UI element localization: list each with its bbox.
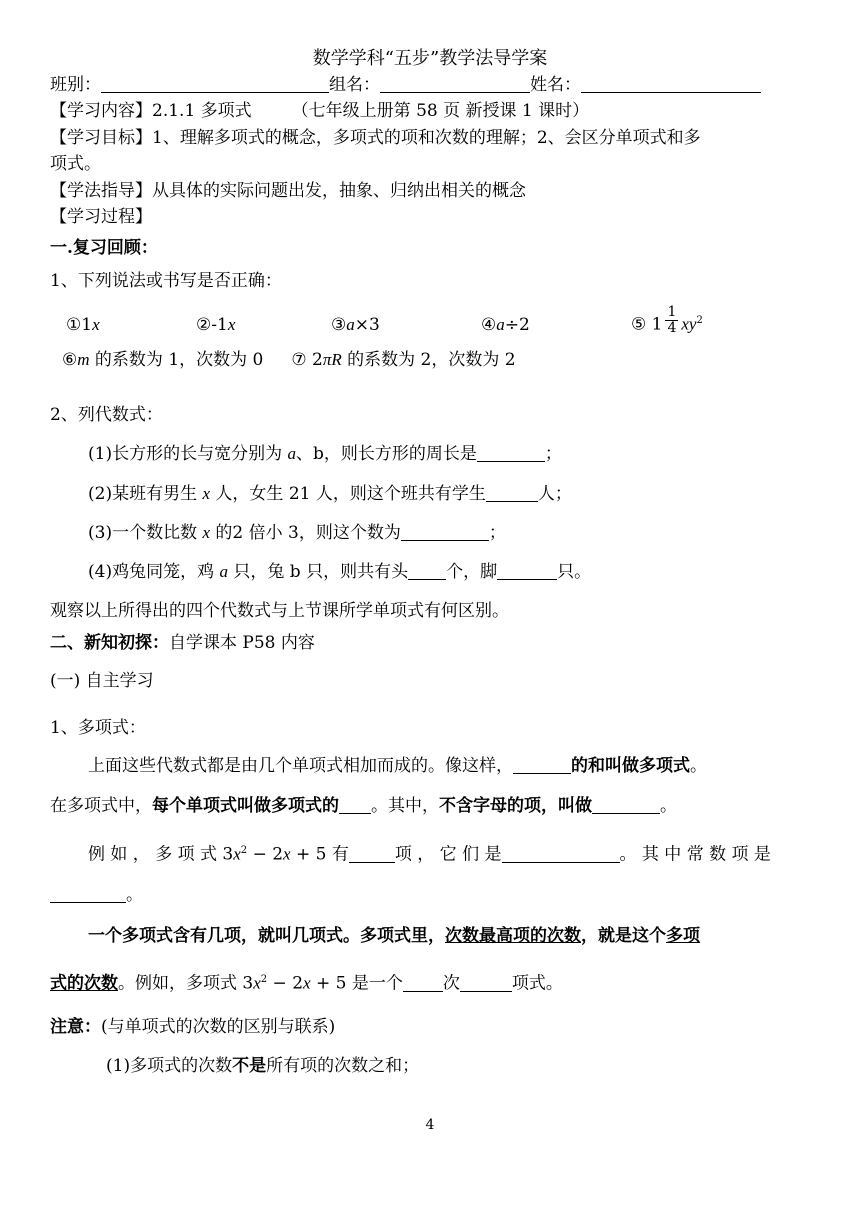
blank-term[interactable] [339,795,371,814]
content-row [50,100,589,122]
process-label: 【学习过程】 [50,207,152,227]
item-4: ④ [481,314,497,335]
definition-line-1: 上面这些代数式都是由几个单项式相加而成的。像这样， 的和叫做多项式。 [88,756,707,776]
sub-q-3: (3)一个数比数 x 的2 倍小 3，则这个数为 ； [88,523,506,543]
method-label: 【学法指导】 [50,181,152,201]
review-heading: 一.复习回顾： [50,238,158,258]
blank-perimeter[interactable] [477,443,545,462]
content-label: 【学习内容】 [50,101,152,121]
new-heading-row [50,632,315,654]
content-note: （七年级上册第 58 页 新授课 1 课时） [291,101,590,121]
item-2: ②-1 [196,314,228,335]
blank-heads[interactable] [408,561,446,580]
goal-label: 【学习目标】 [50,128,152,148]
review-q2: 2、列代数式： [50,405,163,425]
name-blank[interactable] [581,74,761,93]
blank-terms[interactable] [502,844,620,863]
blank-students[interactable] [486,483,538,502]
page-number: 4 [425,1117,435,1133]
goal-row-2: 项式。 [50,154,101,174]
blank-sum[interactable] [513,755,571,774]
note-label: 注意： [50,1017,101,1037]
example-line-1: 例 如 ， 多 项 式 $3x^2 - 2x + 5$ 有 项 ， 它 们 是 。 其 中 常 数 项 是 [88,844,771,865]
class-label: 班别： [50,75,101,95]
blank-constant[interactable] [592,795,660,814]
blank-term-count[interactable] [349,844,395,863]
header-row [50,74,761,96]
new-heading-tail: 自学课本 P58 内容 [169,633,315,653]
note-item-1: (1)多项式的次数不是所有项的次数之和； [106,1056,420,1076]
degree-line-2: 式的次数。例如，多项式 $3x^2 - 2x + 5$ 是一个 次 项式。 [50,973,563,994]
self-study-heading: (一) 自主学习 [50,671,154,691]
note-text: (与单项式的次数的区别与联系) [101,1017,336,1037]
note-row [50,1016,335,1038]
fraction-one-quarter: $\frac{1}{4}$ [667,303,677,336]
example-line-2: 。 [50,884,143,906]
class-blank[interactable] [101,74,329,93]
blank-number[interactable] [401,522,489,541]
blank-constant-term[interactable] [50,884,126,903]
polynomial-heading: 1、多项式： [50,718,146,738]
method-text: 从具体的实际问题出发，抽象、归纳出相关的概念 [152,181,526,201]
sub-q-4: (4)鸡兔同笼，鸡 a 只，兔 b 只，则共有头 个，脚 只。 [88,562,592,582]
method-row [50,180,526,202]
doc-title: 数学学科“五步”教学法导学案 [312,48,548,69]
blank-feet[interactable] [497,561,557,580]
blank-term-type[interactable] [460,973,512,992]
degree-line-1: 一个多项式含有几项，就叫几项式。多项式里，次数最高项的次数，就是这个多项 [88,926,700,946]
sub-q-1: (1)长方形的长与宽分别为 a、b，则长方形的周长是 ； [88,444,562,464]
blank-degree[interactable] [403,973,443,992]
sub-q-2: (2)某班有男生 x 人，女生 21 人，则这个班共有学生 人； [88,484,572,504]
content-text: 2.1.1 多项式 [152,101,252,121]
review-items-row: ①1x ②-1x ③a×3 ④a÷2 ⑤ 1 $\frac{1}{4}$ $xy^2$ [66,303,703,336]
review-items-row-2: ⑥m 的系数为 1，次数为 0 ⑦ 2πR 的系数为 2，次数为 2 [62,350,516,370]
observe-text: 观察以上所得出的四个代数式与上节课所学单项式有何区别。 [50,601,509,621]
review-q1: 1、下列说法或书写是否正确： [50,271,282,291]
group-blank[interactable] [380,74,530,93]
item-1: ①1 [66,314,93,335]
goal-row [50,127,701,149]
name-label: 姓名： [530,75,581,95]
goal-line1: 1、理解多项式的概念，多项式的项和次数的理解；2、会区分单项式和多 [152,128,701,148]
new-heading: 二、新知初探： [50,633,169,653]
definition-line-2: 在多项式中，每个单项式叫做多项式的 。其中，不含字母的项，叫做 。 [50,796,677,816]
item-3: ③ [331,314,347,335]
group-label: 组名： [329,75,380,95]
item-5: ⑤ 1 [631,314,663,335]
